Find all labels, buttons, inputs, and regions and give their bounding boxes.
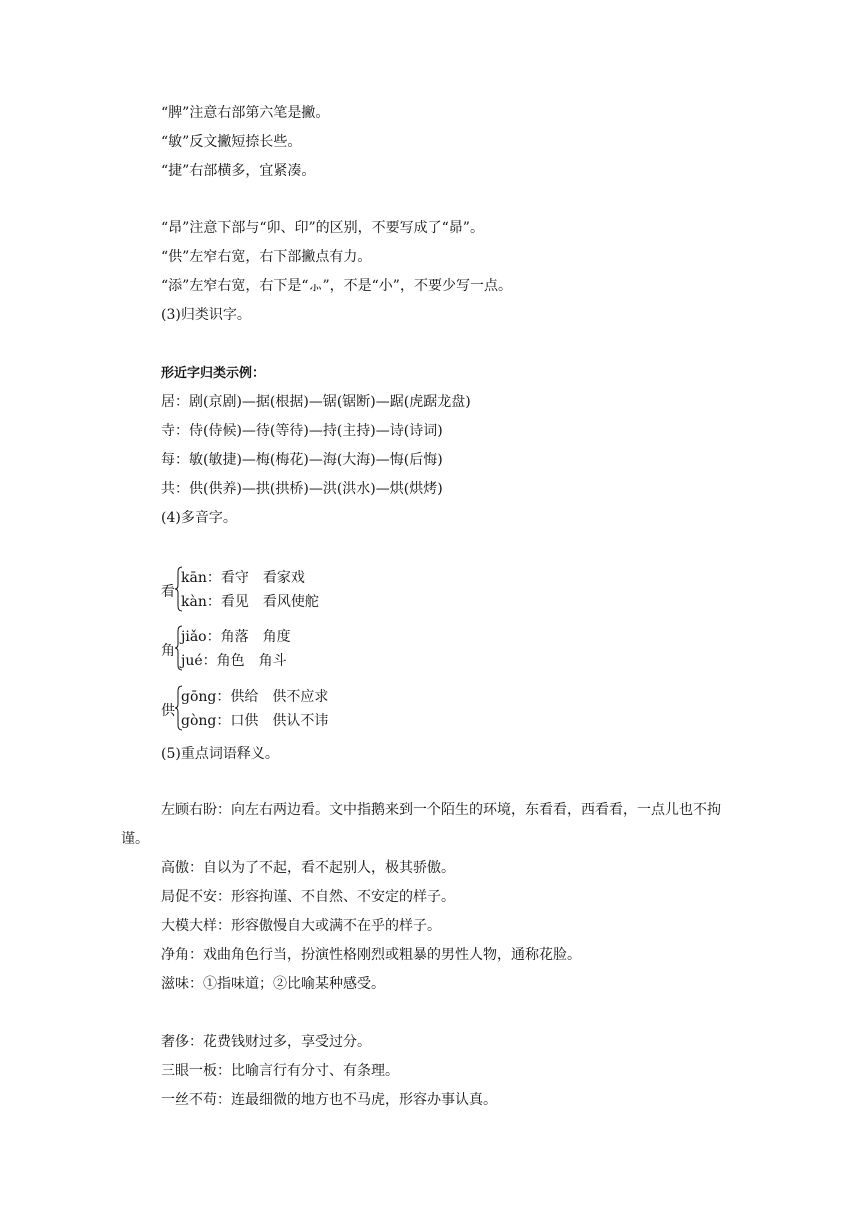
polyphone-reading: gōng：供给 供不应求 <box>181 689 329 705</box>
similar-chars-row: 每：敏(敏捷)—梅(梅花)—海(大海)—悔(后悔) <box>161 452 443 468</box>
definition-item: 大模大样：形容傲慢自大或满不在乎的样子。 <box>161 918 441 934</box>
polyphone-reading: jué：角色 角斗 <box>181 653 287 669</box>
writing-note: “脾”注意右部第六笔是撇。 <box>161 105 330 121</box>
writing-note: “昂”注意下部与“卯、印”的区别，不要写成了“昴”。 <box>161 220 484 236</box>
polyphone-char: 看 <box>161 584 175 600</box>
similar-chars-row: 居：剧(京剧)—据(根据)—锯(锯断)—踞(虎踞龙盘) <box>161 394 471 410</box>
section-title-3: (3)归类识字。 <box>161 307 251 323</box>
definition-item: 一丝不苟：连最细微的地方也不马虎，形容办事认真。 <box>161 1092 497 1108</box>
definition-item: 左顾右盼：向左右两边看。文中指鹅来到一个陌生的环境，东看看，西看看，一点儿也不拘谨。 <box>121 802 721 847</box>
polyphone-reading: kān：看守 看家戏 <box>181 570 305 586</box>
definition-item: 局促不安：形容拘谨、不自然、不安定的样子。 <box>161 889 455 905</box>
polyphone-char: 供 <box>161 703 175 719</box>
polyphone-reading: jiǎo：角落 角度 <box>181 629 291 645</box>
similar-chars-row: 寺：侍(侍候)—待(等待)—持(主持)—诗(诗词) <box>161 423 443 439</box>
definition-item: 高傲：自以为了不起，看不起别人，极其骄傲。 <box>161 860 455 876</box>
polyphone-char: 角 <box>161 643 175 659</box>
writing-note: “捷”右部横多，宜紧凑。 <box>161 163 316 179</box>
definition-item: 滋味：①指味道；②比喻某种感受。 <box>161 976 385 992</box>
writing-note: “供”左窄右宽，右下部撇点有力。 <box>161 249 372 265</box>
definition-item: 净角：戏曲角色行当，扮演性格刚烈或粗暴的男性人物，通称花脸。 <box>161 947 581 963</box>
polyphone-reading: gòng：口供 供认不讳 <box>181 713 329 729</box>
section-title-4: (4)多音字。 <box>161 510 237 526</box>
similar-chars-heading: 形近字归类示例： <box>161 366 266 381</box>
polyphone-reading: kàn：看见 看风使舵 <box>181 594 319 610</box>
writing-note: “添”左窄右宽，右下是“⺗”，不是“小”，不要少写一点。 <box>161 278 512 294</box>
definition-item: 三眼一板：比喻言行有分寸、有条理。 <box>161 1063 399 1079</box>
similar-chars-row: 共：供(供养)—拱(拱桥)—洪(洪水)—烘(烘烤) <box>161 481 443 497</box>
writing-note: “敏”反文撇短捺长些。 <box>161 134 302 150</box>
definition-item: 奢侈：花费钱财过多，享受过分。 <box>161 1034 371 1050</box>
section-title-5: (5)重点词语释义。 <box>161 746 279 762</box>
